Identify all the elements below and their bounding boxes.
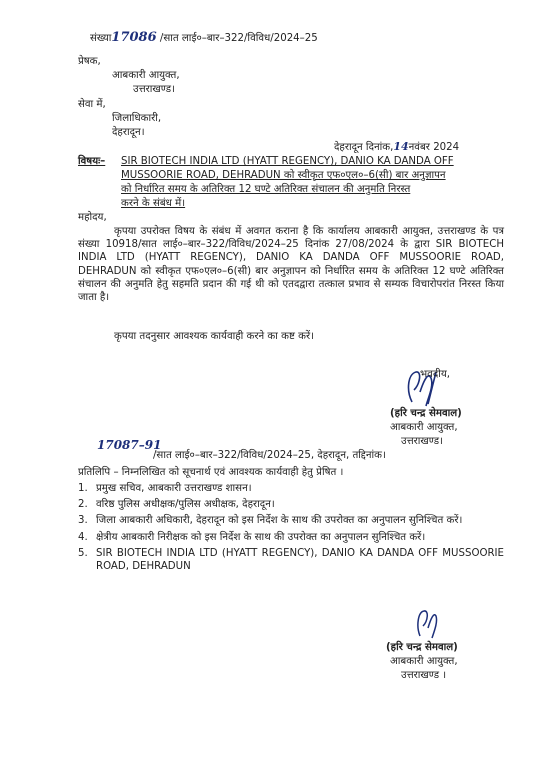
list-number: 5.: [78, 547, 88, 559]
body-paragraph-2: कृपया तदनुसार आवश्यक कार्यवाही करने का कष्ट करें।: [114, 331, 314, 342]
list-number: 1.: [78, 483, 88, 494]
list-text: जिला आबकारी अधिकारी, देहरादून को इस निर्देश के साथ की उपरोक्त का अनुपालन सुनिश्चित करें।: [96, 515, 463, 527]
list-number: 2.: [78, 499, 88, 511]
signatory-title-2-2: उत्तराखण्ड ।: [401, 670, 447, 681]
sankhya-label: संख्या: [90, 33, 112, 44]
sender-line-1: आबकारी आयुक्त,: [112, 70, 180, 81]
list-item: [78, 531, 504, 544]
subject-line-1: SIR BIOTECH INDIA LTD (HYATT REGENCY), DANIO KA DANDA OFF: [121, 156, 454, 167]
letter-date: [334, 140, 459, 154]
list-text: प्रमुख सचिव, आबकारी उत्तराखण्ड शासन।: [96, 483, 252, 494]
reference-line: [90, 31, 318, 45]
list-text: SIR BIOTECH INDIA LTD (HYATT REGENCY), DANIO KA DANDA OFF MUSSOORIE ROAD, DEHRADUN: [96, 547, 504, 573]
subject-label: विषयः–: [78, 156, 106, 167]
list-item: [78, 482, 504, 495]
recipient-label: सेवा में,: [78, 99, 106, 110]
handwritten-date: 14: [393, 140, 409, 153]
copy-reference: /सात लाई०–बार–322/विविध/2024–25, देहरादून, तद्दिनांक।: [153, 450, 386, 461]
subject-line-4: करने के संबंध में।: [121, 198, 186, 209]
list-number: 4.: [78, 531, 88, 543]
reference-number: /सात लाई०–बार–322/विविध/2024–25: [159, 33, 318, 44]
list-item: [78, 514, 504, 527]
signatory-title-2-1: आबकारी आयुक्त,: [390, 656, 458, 667]
signature-2: [410, 606, 450, 642]
list-item: [78, 498, 504, 511]
subject-line-2: MUSSOORIE ROAD, DEHRADUN को स्वीकृत एफ०एल०–6(सी) बार अनुज्ञापन: [121, 170, 446, 181]
copy-intro: प्रतिलिपि – निम्नलिखित को सूचनार्थ एवं आवश्यक कार्यवाही हेतु प्रेषित ।: [78, 467, 344, 478]
recipient-line-2: देहरादून।: [112, 127, 145, 138]
recipient-line-1: जिलाधिकारी,: [112, 113, 162, 124]
date-suffix: नवंबर 2024: [408, 142, 460, 153]
copy-list: [78, 482, 504, 573]
signatory-title-2: उत्तराखण्ड।: [401, 436, 443, 447]
salutation: महोदय,: [78, 212, 107, 223]
subject-line-3: को निर्धारित समय के अतिरिक्त 12 घण्टे अतिरिक्त संचालन की अनुमति निरस्त: [121, 184, 411, 195]
list-text: वरिष्ठ पुलिस अधीक्षक/पुलिस अधीक्षक, देहरादून।: [96, 499, 275, 511]
list-number: 3.: [78, 515, 88, 527]
date-prefix: देहरादून दिनांक,: [334, 142, 394, 153]
signatory-name: (हरि चन्द्र सेमवाल): [390, 408, 462, 419]
list-text: क्षेत्रीय आबकारी निरीक्षक को इस निर्देश के साथ की उपरोक्त का अनुपालन सुनिश्चित करें।: [96, 531, 426, 543]
handwritten-copy-number: 17087–91: [97, 438, 162, 452]
closing-bhavdiya: भवदीय,: [420, 369, 451, 380]
body-paragraph-1: कृपया उपरोक्त विषय के संबंध में अवगत कराना है कि कार्यालय आबकारी आयुक्त, उत्तराखण्ड के पत्र संख्या 10918/सात लाई०–बार–322/विविध/2024–25 दिनांक 27/08/2024 के द्वारा SIR BIOTECH INDIA LTD (HYATT REGENCY), DANIO KA DANDA OFF MUSSOORIE ROAD, DEHRADUN को स्वीकृत एफ०एल०–6(सी) बार अनुज्ञापन को निर्धारित समय के अतिरिक्त 12 घण्टे अतिरिक्त संचालन की अनुमति हेतु सहमति प्रदान की गई थी को एतदद्वारा तत्काल प्रभाव से सम्यक विचारोपरांत निरस्त किया जाता है।: [78, 226, 504, 304]
handwritten-number: 17086: [111, 30, 157, 45]
signatory-name-2: (हरि चन्द्र सेमवाल): [386, 642, 458, 653]
list-item: [78, 547, 504, 573]
sender-label: प्रेषक,: [78, 56, 101, 67]
sender-line-2: उत्तराखण्ड।: [133, 84, 175, 95]
signatory-title-1: आबकारी आयुक्त,: [390, 422, 458, 433]
